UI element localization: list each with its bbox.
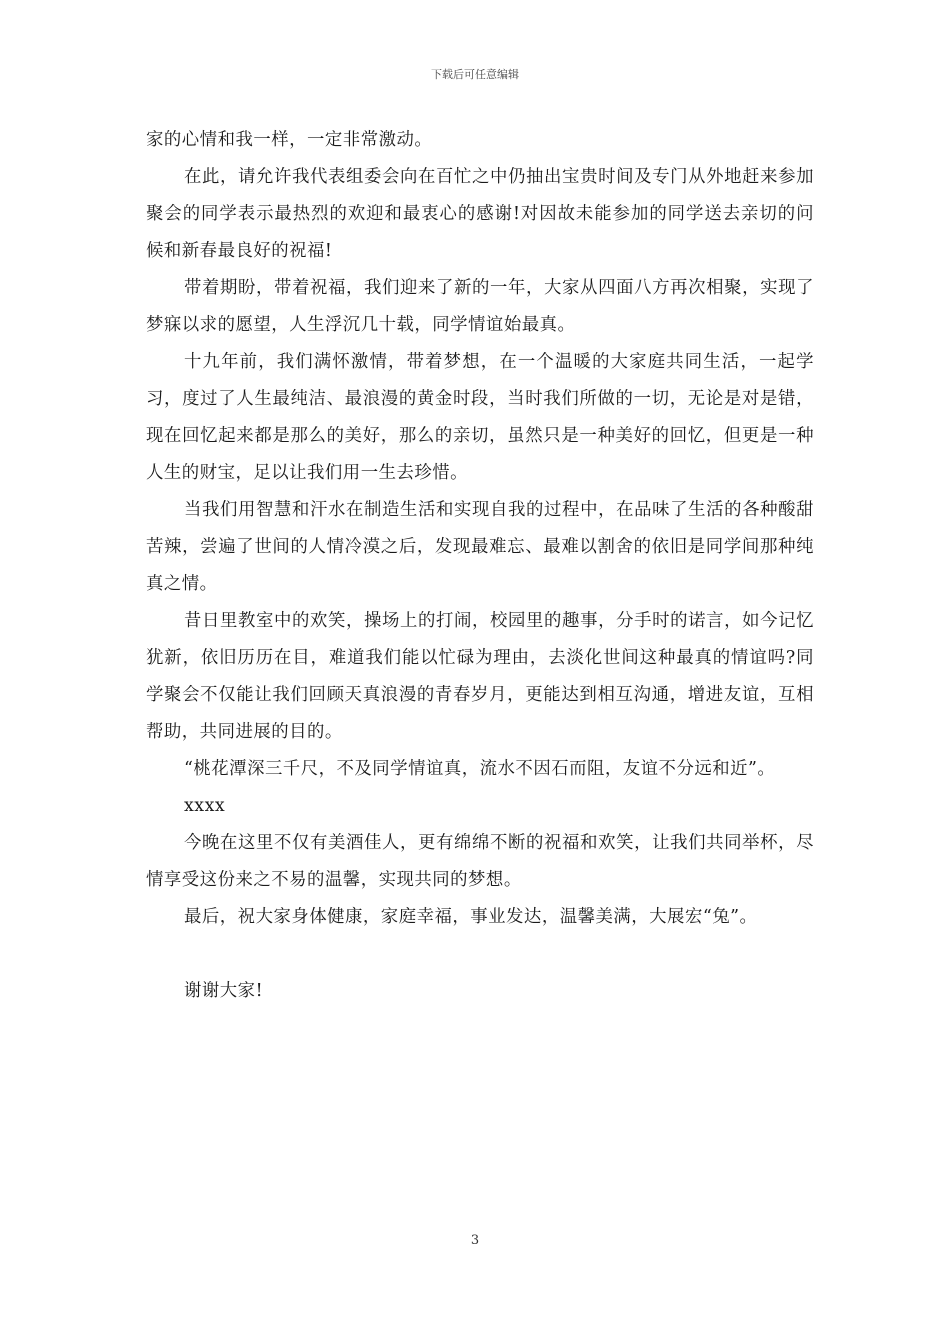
paragraph-8: 今晚在这里不仅有美酒佳人，更有绵绵不断的祝福和欢笑，让我们共同举杯，尽情享受这份来之不易的温馨，实现共同的梦想。: [146, 833, 814, 890]
paragraph-3: 带着期盼，带着祝福，我们迎来了新的一年，大家从四面八方再次相聚，实现了梦寐以求的愿望，人生浮沉几十载，同学情谊始最真。: [146, 278, 814, 335]
paragraph-4: 十九年前，我们满怀激情，带着梦想，在一个温暖的大家庭共同生活，一起学习，度过了人生最纯洁、最浪漫的黄金时段，当时我们所做的一切，无论是对是错，现在回忆起来都是那么的美好，那么的亲切，虽然只是一种美好的回忆，但更是一种人生的财宝，足以让我们用一生去珍惜。: [146, 352, 814, 483]
paragraph-2: 在此，请允许我代表组委会向在百忙之中仍抽出宝贵时间及专门从外地赶来参加聚会的同学表示最热烈的欢迎和最衷心的感谢!对因故未能参加的同学送去亲切的问候和新春最良好的祝福!: [146, 167, 814, 261]
page-header-note: 下载后可任意编辑: [431, 68, 519, 81]
closing-wishes: 最后，祝大家身体健康，家庭幸福，事业发达，温馨美满，大展宏“兔”。: [184, 907, 758, 927]
placeholder-line: xxxx: [184, 796, 226, 816]
paragraph-6: 昔日里教室中的欢笑，操场上的打闹，校园里的趣事，分手时的诺言，如今记忆犹新，依旧历历在目，难道我们能以忙碌为理由，去淡化世间这种最真的情谊吗?同学聚会不仅能让我们回顾天真浪漫的青春岁月，更能达到相互沟通，增进友谊，互相帮助，共同进展的目的。: [146, 611, 814, 742]
paragraph-1: 家的心情和我一样，一定非常激动。: [146, 130, 433, 150]
thanks-line: 谢谢大家!: [184, 981, 264, 1001]
quote-paragraph: “桃花潭深三千尺，不及同学情谊真，流水不因石而阻，友谊不分远和近”。: [184, 759, 776, 779]
paragraph-5: 当我们用智慧和汗水在制造生活和实现自我的过程中，在品味了生活的各种酸甜苦辣，尝遍了世间的人情冷漠之后，发现最难忘、最难以割舍的依旧是同学间那种纯真之情。: [146, 500, 814, 594]
document-body: [146, 122, 814, 1010]
page-number: 3: [470, 1233, 480, 1248]
